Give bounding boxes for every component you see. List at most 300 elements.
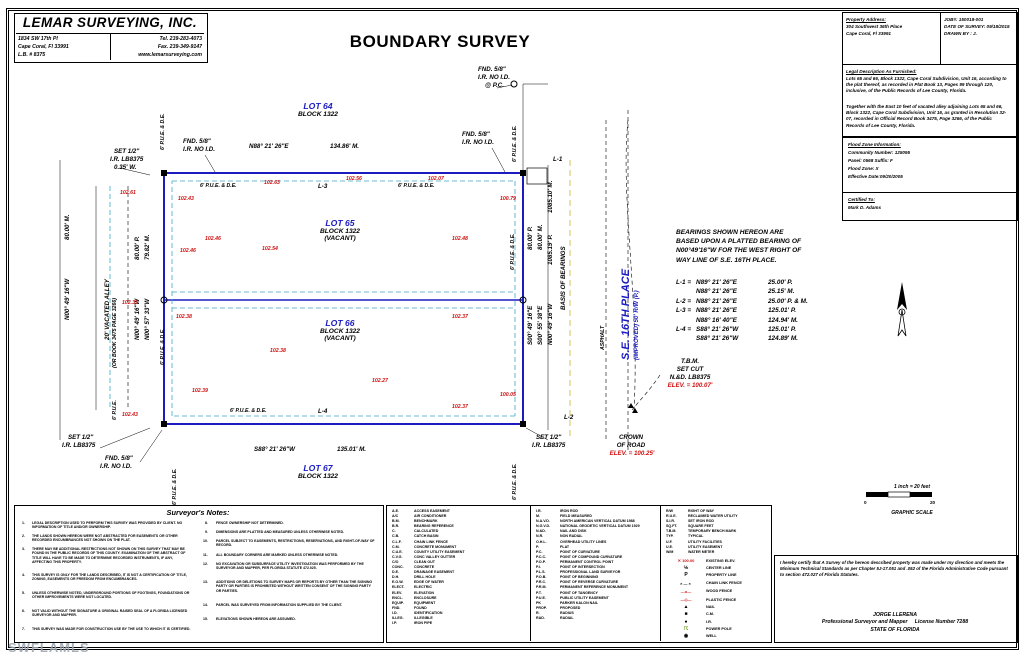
- abbreviation-key: W/M: [666, 549, 674, 554]
- abbreviation-value: POINT OF BEGINNING: [560, 575, 599, 580]
- east-bearing-a: S00° 49' 16"E: [527, 305, 534, 345]
- abbreviation-value: EDGE OF WATER: [414, 580, 444, 585]
- lot-name: LOT 67: [303, 463, 333, 473]
- abbreviation-key: C.M.: [392, 544, 400, 549]
- abbreviation-value: RADIAL: [560, 615, 574, 620]
- spot-elevation: 102.27: [372, 378, 388, 384]
- tbm-elevation: ELEV. = 100.07': [667, 382, 713, 389]
- abbreviation-value: CHAIN LINK FENCE: [414, 539, 448, 544]
- abbreviation-value: BENCHMARK: [414, 519, 438, 524]
- legend-label: PROPERTY LINE: [706, 573, 737, 578]
- abbreviation-key: C.V.G.: [392, 554, 403, 559]
- abbreviation-key: P.C.: [536, 549, 543, 554]
- certified-to-name: Mark D. Adams: [848, 205, 882, 210]
- monument-callout-fnd58-left2: I.R. NO I.D.: [183, 146, 215, 153]
- legend-label: C.M.: [706, 612, 715, 617]
- spot-elevation: 102.46: [205, 236, 221, 242]
- drawn-by: DRAWN BY : J.: [944, 31, 977, 36]
- abbreviation-key: ELECT.: [392, 585, 405, 590]
- pue-east-mid: 6' P.U.E. & D.E.: [510, 233, 516, 270]
- abbreviation-key: P.: [536, 544, 539, 549]
- line-distance: 125.01' P.: [768, 326, 797, 334]
- abbreviation-value: POINT OF INTERSECTION: [560, 565, 605, 570]
- abbreviation-key: PK: [536, 600, 541, 605]
- abbreviation-key: I.D.: [392, 610, 398, 615]
- line-distance: 25.15' M.: [768, 288, 795, 296]
- elev-icon: ✕ 100.00: [677, 558, 695, 563]
- company-license: L.B. # 8375: [18, 52, 46, 58]
- vacated-alley-reference: (OR BOOK 3475 PAGE 3266): [112, 298, 118, 368]
- surveyor-license: License Number 7288: [914, 619, 969, 626]
- abbreviation-value: PROPOSED: [560, 605, 581, 610]
- abbreviation-value: ACCESS EASEMENT: [414, 509, 450, 513]
- line-distance: 124.94' M.: [768, 316, 798, 324]
- abbreviation-value: IDENTIFICATION: [414, 610, 443, 615]
- abbreviation-value: PROFESSIONAL LAND SURVEYOR: [560, 570, 621, 575]
- abbreviation-key: U.F.: [666, 539, 673, 544]
- abbreviation-key: P.O.P.: [536, 559, 546, 564]
- monument-ne: [520, 170, 526, 176]
- note-number: 7.: [22, 627, 25, 631]
- pue-east-top: 6' P.U.E. & D.E.: [512, 125, 518, 162]
- abbreviation-value: COUNTY UTILITY EASEMENT: [414, 549, 465, 554]
- certified-to-heading: Certified To:: [848, 197, 875, 202]
- east-bearing-b: S00° 55' 38"E: [537, 305, 544, 345]
- corner-detail-box: [527, 168, 547, 184]
- spot-elevation: 100.79: [500, 196, 516, 202]
- south-line-distance: 135.01' M.: [337, 446, 366, 453]
- spot-elevation: 102.37: [452, 404, 468, 410]
- abbreviation-key: C.B.: [392, 534, 400, 539]
- spot-elevation: 102.56: [346, 176, 362, 182]
- crown-elevation: ELEV. = 100.25': [609, 450, 655, 457]
- job-number: JOB#: 150018-001: [944, 17, 984, 22]
- note-number: 9.: [205, 530, 208, 534]
- line-bearing: N88° 16' 40"E: [696, 316, 737, 324]
- lot-label-65: [290, 218, 390, 242]
- leader-set12-bl: [100, 428, 150, 448]
- scale-block: [862, 484, 962, 490]
- surveyor-name: JORGE LLERENA: [872, 612, 918, 618]
- legend-label: I.R.: [706, 619, 712, 624]
- monument-callout-fnd58-top2: I.R. NO I.D.: [478, 74, 510, 81]
- abbreviation-key: B.R.: [392, 524, 400, 529]
- note-text: PARCEL WAS SURVEYED FROM INFORMATION SUPPLIED BY THE CLIENT.: [216, 603, 343, 607]
- tbm-marker: [628, 403, 634, 408]
- pue-west-lower: 6' P.U.E. & D.E.: [172, 468, 178, 505]
- abbreviation-key: N.R.: [536, 534, 544, 539]
- note-text: NOT VALID WITHOUT THE SIGNATURE & ORIGINAL RAISED SEAL OF A FLORIDA LICENSED SURVEYOR AND MAPPER.: [32, 609, 188, 618]
- abbreviation-key: D.H.: [392, 575, 400, 580]
- line-distance: 25.00' P.: [768, 279, 793, 286]
- abbreviation-value: EQUIPMENT: [414, 600, 436, 605]
- west-distance-c: 79.82' M.: [144, 234, 151, 260]
- note-text: THE LANDS SHOWN HEREON WERE NOT ABSTRACTED FOR EASEMENTS OR OTHER RECORDED ENCUMBRANCES NOT SHOWN ON THE PLAT.: [32, 534, 178, 543]
- abbreviation-value: PLAT: [560, 544, 570, 549]
- abbreviation-value: NORTH AMERICAN VERTICAL DATUM 1988: [560, 519, 635, 524]
- legend-label: CHAIN LINK FENCE: [706, 581, 742, 586]
- note-text: THIS SURVEY IS ONLY FOR THE LANDS DESCRIBED, IT IS NOT A CERTIFICATION OF TITLE, ZONING, EASEMENTS OR FREEDOM FROM ENCUMBRANCES.: [32, 573, 187, 582]
- abbreviation-key: TYP.: [666, 534, 674, 539]
- spot-elevation: 102.63: [264, 180, 280, 186]
- bearings-note-line: WAY LINE OF S.E. 16TH PLACE.: [676, 256, 777, 264]
- monument-callout-set12-tl3: 0.35' W.: [114, 164, 137, 171]
- line-bearing: N88° 21' 26"E: [696, 288, 737, 296]
- abbreviation-value: IRON PIPE: [414, 621, 433, 626]
- company-fax: Fax. 239-349-9147: [157, 44, 202, 50]
- property-icon: P: [684, 572, 688, 579]
- spot-elevation: 102.33: [122, 300, 138, 306]
- abbreviation-value: BEARING REFERENCE: [414, 524, 454, 529]
- legend-label: WELL: [706, 634, 717, 639]
- property-address-line1: 304 Southwest 36th Place: [846, 24, 903, 29]
- note-number: 1.: [22, 521, 25, 525]
- line-bearing: N88° 21' 26"E: [696, 297, 737, 305]
- spot-elevation: 102.07: [428, 176, 444, 182]
- abbreviation-key: PROP.: [536, 605, 547, 610]
- east-bearing-c: N00° 49' 16"W: [547, 303, 554, 345]
- pue-west-bottom: 6' P.U.E.: [112, 400, 118, 420]
- west-bearing-a: N00° 49' 16"W: [64, 278, 71, 320]
- lot-block: BLOCK 1322: [320, 228, 360, 235]
- monument-sw: [161, 421, 167, 427]
- abbreviation-key: C.: [392, 529, 396, 534]
- note-text: ALL BOUNDARY CORNERS ARE MARKED UNLESS OTHERWISE NOTED.: [216, 553, 339, 557]
- cm-icon: ■: [684, 611, 688, 618]
- line-tag-l1: L-1: [553, 156, 563, 163]
- abbreviation-key: SQ.FT.: [666, 524, 678, 529]
- abbreviation-value: ILLEGIBLE: [414, 615, 433, 620]
- abbreviation-value: POINT OF REVERSE CURVATURE: [560, 580, 619, 585]
- monument-callout-fnd58-bl2: I.R. NO I.D.: [100, 463, 132, 470]
- centerline-icon: ℅: [683, 565, 689, 572]
- property-address-heading: Property Address:: [846, 17, 886, 22]
- pue-west-top: 6' P.U.E. & D.E.: [160, 113, 166, 150]
- leader-fnd58-bl: [140, 430, 162, 462]
- monument-nw: [161, 170, 167, 176]
- street-name-label: S.E. 16TH PLACE: [620, 268, 632, 360]
- note-text: THIS SURVEY WAS MADE FOR CONSTRUCTION USE BY THE USE TO WHICH IT IS CERTIFIED.: [32, 627, 191, 631]
- abbreviation-value: ENCLOSURE: [414, 595, 437, 600]
- abbreviation-value: TYPICAL: [688, 534, 704, 539]
- legend-label: POWER POLE: [706, 626, 732, 631]
- abbreviation-key: FND.: [392, 605, 401, 610]
- monument-callout-fnd58-left: FND. 5/8": [183, 138, 211, 145]
- note-text: THERE MAY BE ADDITIONAL RESTRICTIONS NOT SHOWN ON THIS SURVEY THAT MAY BE FOUND IN THE PUBLIC RECORDS OF THIS COUNTY. EXAMINATION OF THE ABSTRACT OF TITLE WILL HAVE TO BE MADE TO DETERMINE RECORDED INSTRUMENTS, IF ANY, AFFECTING THIS PROPERTY.: [32, 547, 186, 564]
- leader-fnd58-mid: [492, 148, 505, 172]
- note-number: 3.: [22, 547, 25, 551]
- spot-elevation: 100.05: [500, 392, 516, 398]
- lot-label-67: [268, 463, 368, 480]
- abbreviation-key: S.I.R.: [666, 519, 675, 524]
- legend-label: NAIL: [706, 605, 715, 610]
- line-bearing: N88° 21' 26"E: [696, 307, 737, 315]
- note-text: ELEVATIONS SHOWN HEREON ARE ASSUMED.: [216, 617, 296, 621]
- flood-zone-heading: Flood Zone Information:: [848, 142, 901, 147]
- asphalt-curve: [626, 120, 635, 410]
- legend-label: PLASTIC FENCE: [706, 597, 737, 602]
- abbreviation-value: RADIUS: [560, 610, 574, 615]
- legend-row: [666, 626, 770, 633]
- abbreviation-value: CONCRETE MONUMENT: [414, 544, 457, 549]
- north-arrow: [897, 282, 907, 336]
- ir-icon: ●: [684, 618, 688, 625]
- certification-text: I hereby certify that A Survey of the hereon described property was made under my direction and meets the Minimum Technical Standards as per Chapter 5J-17.051 and .052 of the Florida Administrative Code pursuant to section 472.027 of Florida Statutes.: [780, 560, 1008, 578]
- abbreviation-key: P.O.B.: [536, 575, 547, 580]
- abbreviation-key: RAD.: [536, 615, 545, 620]
- pue-label-north-west: 6' P.U.E. & D.E.: [200, 183, 237, 189]
- asphalt-label: ASPHALT: [600, 325, 606, 350]
- monument-callout-fnd58-bl: FND. 5/8": [105, 455, 133, 462]
- abbreviations-divider-1: [530, 505, 531, 641]
- abbreviation-key: A.E.: [392, 509, 399, 513]
- abbreviation-row: [666, 550, 738, 555]
- monument-callout-set12-tl: SET 1/2": [114, 148, 140, 155]
- abbreviation-key: D.E.: [392, 570, 399, 575]
- legend-row: [666, 596, 770, 604]
- abbreviation-value: CLEAN OUT: [414, 559, 435, 564]
- legend-row: [666, 572, 770, 579]
- street-row-label: (IMPROVED) 50' R/W (P.): [634, 290, 640, 360]
- note-number: 4.: [22, 573, 25, 577]
- abbreviation-value: CALCULATED: [414, 529, 439, 534]
- wood-icon: —o—: [680, 588, 692, 594]
- note-text: LEGAL DESCRIPTION USED TO PERFORM THIS SURVEY WAS PROVIDED BY CLIENT. NO INFORMATION OF TITLE AND/OR OWNERSHIP.: [32, 521, 183, 530]
- survey-date: DATE OF SURVEY: 09/18/2015: [944, 24, 1010, 29]
- note-number: 12.: [203, 562, 208, 566]
- line-distance: 125.01' P.: [768, 307, 797, 315]
- abbreviation-value: AIR CONDITIONER: [414, 514, 447, 519]
- east-distance-c: 1085.19' P.: [547, 234, 554, 265]
- page-title: BOUNDARY SURVEY: [349, 32, 531, 51]
- spot-elevation: 102.43: [178, 196, 194, 202]
- abbreviations-divider-2: [660, 505, 661, 641]
- abbreviation-value: NON RADIAL: [560, 534, 583, 539]
- north-line-distance: 134.86' M.: [330, 143, 359, 150]
- legend-row: [666, 604, 770, 611]
- abbreviation-value: TEMPORARY BENCH MARK: [688, 529, 737, 534]
- crown-label-line2: OF ROAD: [616, 442, 646, 449]
- abbreviation-key: U.E.: [666, 544, 673, 549]
- spot-elevation: 102.37: [452, 314, 468, 320]
- note-text: FENCE OWNERSHIP NOT DETERMINED.: [216, 521, 284, 525]
- line-bearing: S88° 21' 26"W: [696, 326, 739, 334]
- west-distance-a: 80.00' M.: [64, 214, 71, 240]
- pue-label-south: 6' P.U.E. & D.E.: [230, 408, 267, 414]
- abbreviation-value: SET IRON ROD: [688, 519, 714, 524]
- east-distance-b: 80.00' M.: [537, 224, 544, 250]
- note-number: 2.: [22, 534, 25, 538]
- line-tag-l3: L-3: [318, 183, 328, 190]
- line-tag-l2: L-2: [564, 414, 574, 421]
- vacated-alley-label: 20' VACATED ALLEY: [104, 279, 111, 340]
- bearings-note-line: BASED UPON A PLATTED BEARING OF: [676, 238, 802, 246]
- abbreviation-key: E.O.W.: [392, 580, 404, 585]
- spot-elevation: 102.48: [452, 236, 468, 242]
- monument-callout-fnd58-top: FND. 5/8": [478, 66, 506, 73]
- monument-callout-fnd58-mid: FND. 5/8": [462, 131, 490, 138]
- property-address-line2: Cape Coral, Fl 33991: [846, 31, 891, 36]
- abbreviation-value: UTILITY FACILITIES: [688, 539, 722, 544]
- abbreviation-value: PARKER KALON NAIL: [560, 600, 599, 605]
- abbreviations-column-1: [392, 509, 465, 626]
- abbreviation-key: ELEV.: [392, 590, 403, 595]
- abbreviation-key: T.B.M.: [666, 529, 677, 534]
- abbreviation-key: C/O: [392, 559, 399, 564]
- scale-tick-1: 20: [930, 500, 936, 505]
- abbreviation-key: N.&D.: [536, 529, 546, 534]
- note-number: 5.: [22, 591, 25, 595]
- company-website[interactable]: www.lemarsurveying.com: [138, 52, 202, 58]
- legend-row: [666, 611, 770, 618]
- monument-callout-set12-tl2: I.R. LB8375: [110, 156, 144, 163]
- abbreviation-key: P.R.M.: [536, 585, 547, 590]
- tbm-label-line3: N.&D. LB8375: [669, 374, 711, 381]
- abbreviation-key: P.R.C.: [536, 580, 547, 585]
- abbreviation-key: P.U.E.: [536, 595, 546, 600]
- line-id: L-1 =: [676, 279, 692, 286]
- monument-callout-set12-bl2: I.R. LB8375: [62, 442, 96, 449]
- plastic-icon: —◇—: [680, 597, 692, 603]
- abbreviation-key: P.I.: [536, 565, 541, 570]
- legend-row: [666, 633, 770, 640]
- abbreviation-key: ILLEG.: [392, 615, 404, 620]
- bearings-note-line: BEARINGS SHOWN HEREON ARE: [676, 229, 784, 236]
- legal-description-p2: Together with the East 10 feet of vacated alley adjoining Lots 65 and 66, Block 1322, Cape Coral Subdivision, Unit 16, as granted in Resolution 32-07, recorded in Official Record Book 3475, Page 3266, of the Public Records of Lee County, Florida.: [846, 104, 1007, 128]
- basis-of-bearings-label: BASIS OF BEARINGS: [560, 246, 567, 310]
- lot-note: (VACANT): [324, 335, 356, 342]
- abbreviation-value: CONC VALLEY GUTTER: [414, 554, 456, 559]
- pue-west-mid: 6' P.U.E. & D.E.: [160, 328, 166, 365]
- abbreviation-key: C.L.F.: [392, 539, 402, 544]
- east-distance-d: 1085.10' M.: [547, 180, 554, 213]
- abbreviation-key: R/W: [666, 509, 673, 513]
- line-id: L-3 =: [676, 307, 692, 315]
- legend-row: [666, 557, 770, 565]
- abbreviation-value: POINT OF TANGENCY: [560, 590, 598, 595]
- abbreviation-value: PERMANENT REFERENCE MONUMENT: [560, 585, 629, 590]
- legend-row: [666, 565, 770, 572]
- abbreviation-key: O.H.L.: [536, 539, 547, 544]
- legal-description-p1: Lots 65 and 66, Block 1322, Cape Coral Subdivision, Unit 16, according to the plat thereof, as recorded in Plat Book 13, Pages 99 through 120, inclusive, of the Public Records of Lee County, Florida.: [846, 76, 1007, 94]
- abbreviation-key: I.P.: [392, 621, 397, 626]
- note-number: 8.: [205, 521, 208, 525]
- spot-elevation: 102.54: [262, 246, 278, 252]
- abbreviation-row: [392, 621, 465, 626]
- abbreviation-value: DRILL HOLE: [414, 575, 436, 580]
- abbreviation-value: ELEVATION: [414, 590, 435, 595]
- legal-description-heading: Legal Description As Furnished:: [846, 69, 917, 74]
- flood-panel: Panel: 0568 Suffix: F: [848, 158, 893, 163]
- abbreviation-value: RECLAIMED WATER UTILITY: [688, 514, 738, 519]
- surveyor-title-line: [780, 619, 1010, 626]
- abbreviation-value: POINT OF COMPOUND CURVATURE: [560, 554, 623, 559]
- abbreviation-value: CATCH BASIN: [414, 534, 439, 539]
- lot-block: BLOCK 1322: [298, 473, 338, 480]
- abbreviation-value: PUBLIC UTILITY EASEMENT: [560, 595, 609, 600]
- abbreviation-key: M.: [536, 514, 540, 519]
- monument-callout-set12-bl: SET 1/2": [68, 434, 94, 441]
- legend-label: WOOD FENCE: [706, 589, 733, 594]
- tbm-label-line2: SET CUT: [676, 366, 704, 373]
- well-icon: ◉: [683, 633, 689, 640]
- company-address-line2: Cape Coral, Fl 33991: [18, 44, 69, 50]
- leader-fnd58-left: [205, 155, 215, 172]
- lot-name: LOT 66: [325, 318, 355, 328]
- monument-callout-set12-br2: I.R. LB8375: [532, 442, 566, 449]
- powerpole-icon: ☈: [683, 625, 689, 632]
- flood-zone: Flood Zone: X: [848, 166, 879, 171]
- lot-name: LOT 64: [303, 101, 333, 111]
- abbreviation-value: NAIL AND DISK: [560, 529, 587, 534]
- abbreviation-value: DRAINAGE EASEMENT: [414, 570, 455, 575]
- line-bearing: S88° 21' 26"W: [696, 335, 739, 343]
- spot-elevation: 102.46: [180, 248, 196, 254]
- east-distance-a: 80.00' P.: [527, 226, 534, 250]
- lot-name: LOT 65: [325, 218, 355, 228]
- crown-label-line1: CROWN: [618, 434, 644, 441]
- monument-callout-fnd58-mid2: I.R. NO I.D.: [462, 139, 494, 146]
- abbreviation-key: CONC.: [392, 565, 404, 570]
- abbreviation-value: IRON ROD: [560, 509, 578, 513]
- abbreviation-value: CONCRETE: [414, 565, 435, 570]
- abbreviation-key: EQUIP.: [392, 600, 404, 605]
- south-line-bearing: S88° 21' 26"W: [254, 446, 295, 453]
- line-bearing: N89° 21' 26"E: [696, 279, 737, 286]
- scale-tick-0: 0: [864, 500, 867, 505]
- spot-elevation: 102.38: [176, 314, 192, 320]
- spot-elevation: 102.38: [270, 348, 286, 354]
- abbreviation-key: I.R.: [536, 509, 542, 513]
- bearings-note-line: N00°49'16"W FOR THE WEST RIGHT OF: [676, 247, 802, 255]
- abbreviation-value: RIGHT OF WAY: [688, 509, 715, 513]
- abbreviation-value: FIELD MEASURED: [560, 514, 592, 519]
- north-line-bearing: N88° 21' 26"E: [249, 143, 289, 150]
- abbreviation-value: UTILITY EASEMENT: [688, 544, 723, 549]
- note-text: ADDITIONS OR DELETIONS TO SURVEY MAPS OR REPORTS BY OTHER THAN THE SIGNING PARTY OR PARTIES IS PROHIBITED WITHOUT WRITTEN CONSENT OF THE SIGNING PARTY OR PARTIES.: [216, 580, 373, 593]
- abbreviations-column-2: [536, 509, 640, 621]
- abbreviation-value: POINT OF CURVATURE: [560, 549, 600, 554]
- company-name: LEMAR SURVEYING, INC.: [22, 15, 198, 30]
- surveyor-state: STATE OF FLORIDA: [870, 626, 920, 633]
- note-number: 10.: [203, 539, 208, 543]
- note-number: 14.: [203, 603, 208, 607]
- monument-se: [520, 421, 526, 427]
- note-text: PARCEL SUBJECT TO EASEMENTS, RESTRICTIONS, RESERVATIONS, AND RIGHT-OF-WAY OF RECORD.: [216, 539, 375, 548]
- line-id: L-4 =: [676, 326, 692, 334]
- abbreviation-key: P.L.S.: [536, 570, 546, 575]
- abbreviation-value: NATIONAL GEODETIC VERTICAL DATUM 1929: [560, 524, 640, 529]
- abbreviation-value: FOUND: [414, 605, 427, 610]
- west-distance-b: 80.00' P.: [134, 236, 141, 260]
- legend-row: [666, 588, 770, 596]
- legend-label: CENTER LINE: [706, 566, 732, 571]
- surveyor-title: Professional Surveyor and Mapper: [821, 619, 908, 626]
- west-bearing-b: N00° 49' 16"W: [134, 298, 141, 340]
- note-number: 11.: [203, 553, 208, 557]
- abbreviation-key: B.M.: [392, 519, 400, 524]
- spot-elevation: 102.39: [192, 388, 208, 394]
- abbreviation-key: C.U.E.: [392, 549, 403, 554]
- scale-label: GRAPHIC SCALE: [891, 510, 933, 516]
- nail-icon: ▲: [683, 604, 689, 611]
- lot-block: BLOCK 1322: [298, 111, 338, 118]
- abbreviation-key: R.: [536, 610, 540, 615]
- monument-callout-set12-br: SET 1/2": [536, 434, 562, 441]
- line-distance: 25.00' P. & M.: [768, 297, 808, 305]
- abbreviation-value: WATER METER: [688, 549, 715, 554]
- spot-elevation: 102.43: [122, 412, 138, 418]
